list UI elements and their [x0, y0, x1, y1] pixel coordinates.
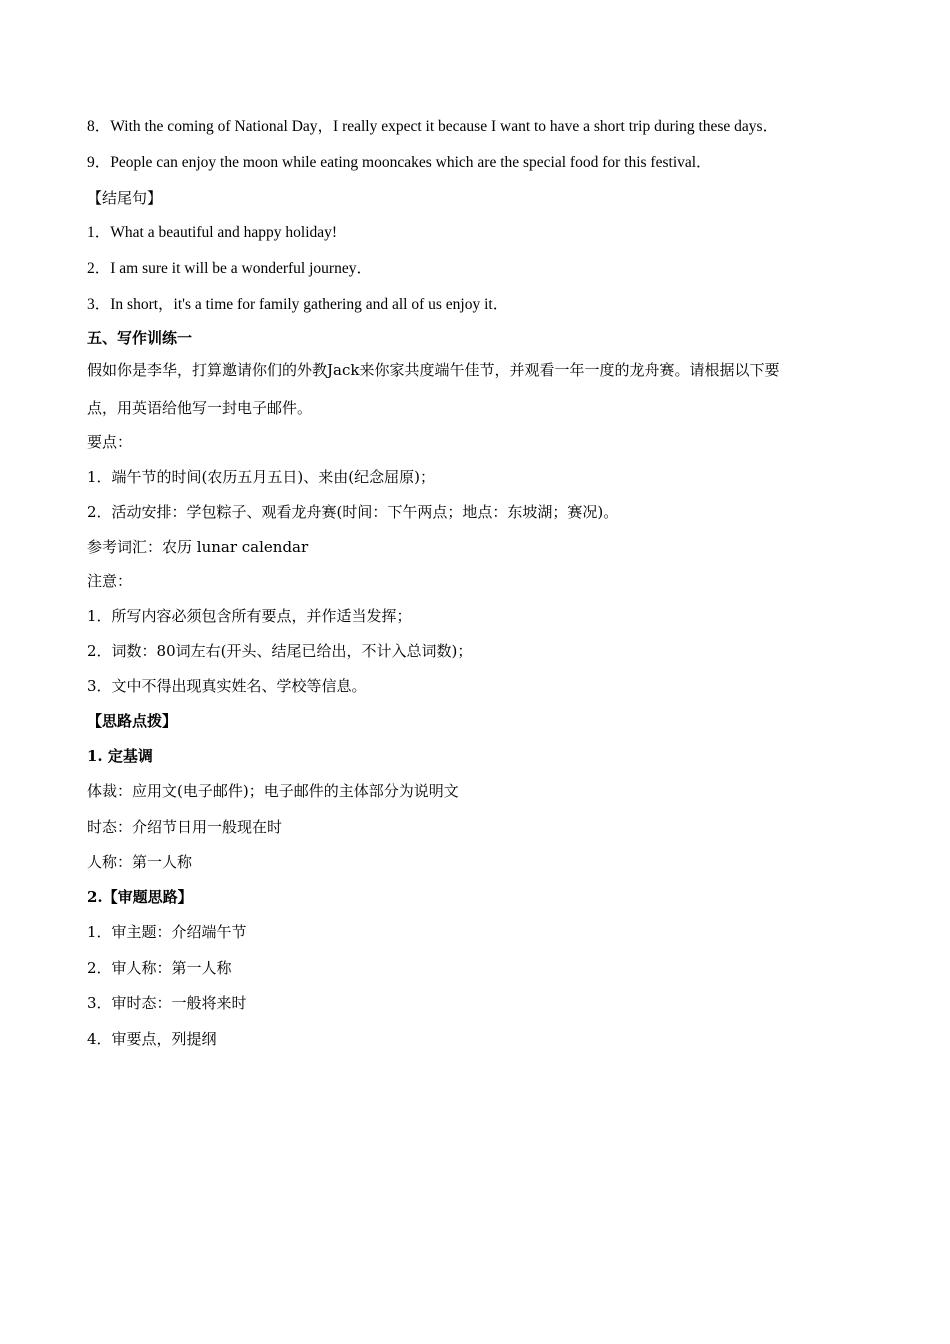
sentence-8: 8．With the coming of National Day，I really expect it because I want to have a short trip during these days． [87, 118, 779, 135]
closing-sentence-1: 1．What a beautiful and happy holiday! [87, 224, 338, 241]
sentence-9: 9．People can enjoy the moon while eating mooncakes which are the special food for this festival． [87, 154, 712, 171]
subheading-set-tone: 1. 定基调 [87, 747, 153, 765]
review-step-1: 1．审主题：介绍端午节 [87, 923, 247, 941]
person-line: 人称：第一人称 [87, 853, 193, 871]
note-3: 3．文中不得出现真实姓名、学校等信息。 [87, 677, 367, 695]
reference-vocabulary: 参考词汇：农历 lunar calendar [87, 538, 309, 556]
key-point-2: 2．活动安排：学包粽子、观看龙舟赛(时间：下午两点；地点：东坡湖；赛况)。 [87, 503, 619, 521]
key-points-label: 要点： [87, 433, 133, 451]
review-step-4: 4．审要点，列提纲 [87, 1030, 217, 1048]
genre-line: 体裁：应用文(电子邮件)；电子邮件的主体部分为说明文 [87, 782, 459, 800]
subheading-review-approach: 2.【审题思路】 [87, 888, 193, 906]
task-prompt-line-2: 点，用英语给他写一封电子邮件。 [87, 399, 313, 417]
key-point-1: 1．端午节的时间(农历五月五日)、来由(纪念屈原)； [87, 468, 435, 486]
review-step-3: 3．审时态：一般将来时 [87, 994, 247, 1012]
review-step-2: 2．审人称：第一人称 [87, 959, 232, 977]
note-2: 2．词数：80词左右(开头、结尾已给出，不计入总词数)； [87, 642, 473, 660]
heading-closing-sentences: 【结尾句】 [87, 189, 163, 207]
notes-label: 注意： [87, 572, 133, 590]
tense-line: 时态：介绍节日用一般现在时 [87, 818, 283, 836]
section-title-writing-practice: 五、写作训练一 [87, 329, 193, 347]
task-prompt-line-1: 假如你是李华，打算邀请你们的外教Jack来你家共度端午佳节，并观看一年一度的龙舟赛。请根据以下要 [87, 361, 780, 379]
closing-sentence-2: 2．I am sure it will be a wonderful journey． [87, 260, 372, 277]
closing-sentence-3: 3．In short，it's a time for family gathering and all of us enjoy it． [87, 296, 509, 313]
note-1: 1．所写内容必须包含所有要点，并作适当发挥； [87, 607, 412, 625]
heading-thinking-tips: 【思路点拨】 [87, 712, 178, 730]
